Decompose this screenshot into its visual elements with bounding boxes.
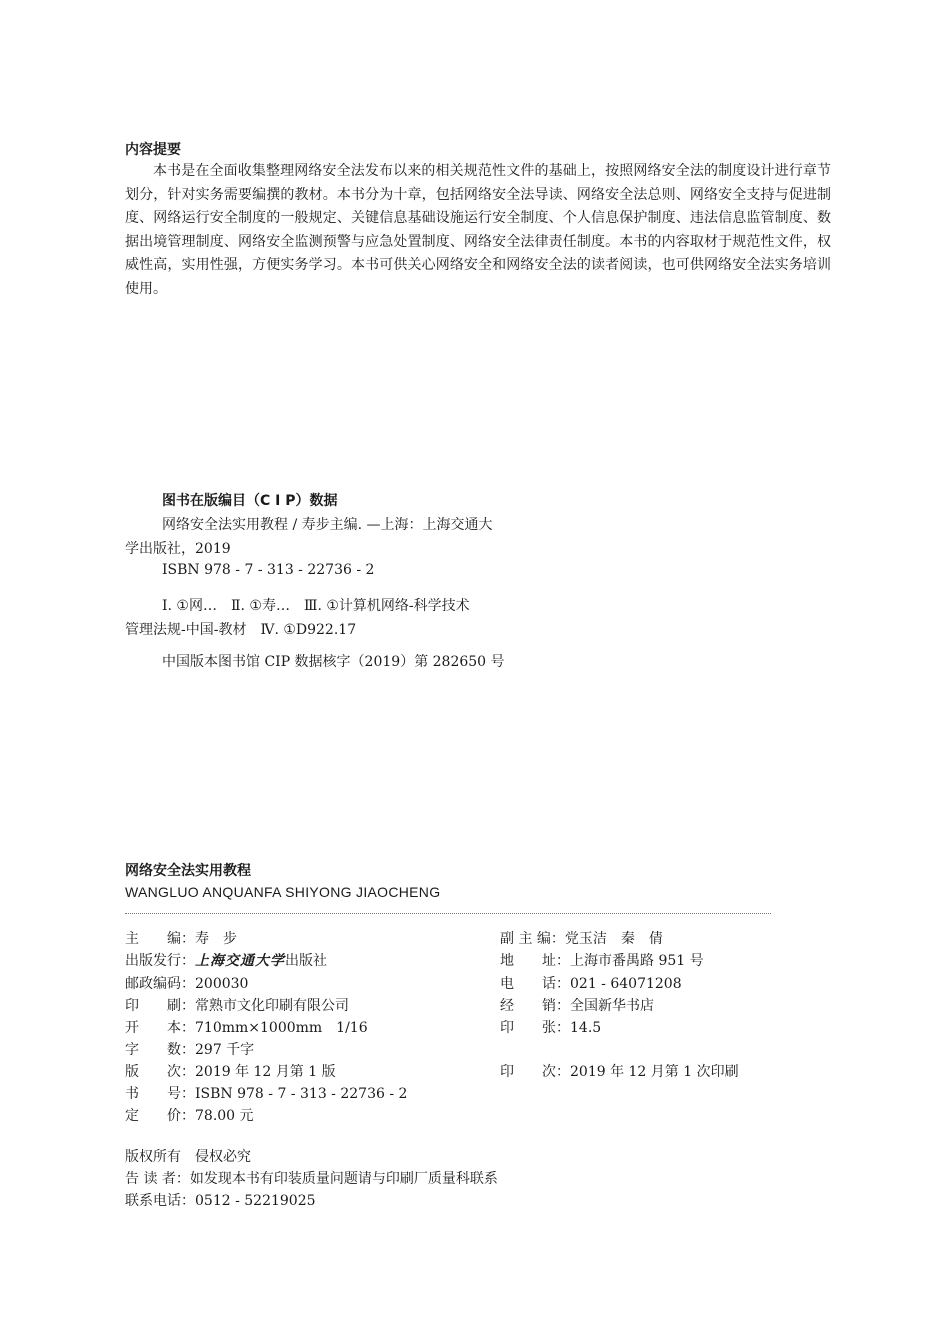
info-label: 书 号：: [125, 1086, 195, 1102]
info-label: 版 次：: [125, 1064, 195, 1080]
info-word-count: [125, 1039, 254, 1059]
info-value: 297 千字: [195, 1042, 255, 1058]
summary-title: 内容提要: [125, 142, 181, 158]
info-publisher: [125, 950, 327, 970]
info-label: 主 编：: [125, 931, 195, 947]
info-label: 印 次：: [500, 1064, 570, 1080]
info-label: 印 刷：: [125, 998, 195, 1014]
info-book-number: [125, 1083, 407, 1103]
info-address: [500, 950, 704, 970]
info-label: 副 主 编：: [500, 931, 565, 947]
info-distributor: [500, 995, 654, 1015]
info-label: 电 话：: [500, 976, 570, 992]
cip-classification-1: Ⅰ. ①网… Ⅱ. ①寿… Ⅲ. ①计算机网络-科学技术: [162, 598, 470, 614]
book-pinyin-title: WANGLUO ANQUANFA SHIYONG JIAOCHENG: [125, 884, 441, 900]
info-label: 印 张：: [500, 1020, 570, 1036]
info-label: 出版发行：: [125, 953, 195, 969]
info-value: 出版社: [285, 953, 327, 969]
info-edition: [125, 1061, 336, 1081]
info-value: 2019 年 12 月第 1 版: [195, 1064, 336, 1080]
publisher-logo: 上海交通大学: [195, 953, 285, 969]
info-value: 14.5: [570, 1020, 602, 1036]
info-value: 78.00 元: [195, 1108, 254, 1124]
info-phone: [500, 973, 682, 993]
info-value: 710mm×1000mm 1/16: [195, 1020, 368, 1036]
info-postcode: [125, 973, 248, 993]
cip-line-2: 学出版社，2019: [125, 541, 231, 557]
cip-isbn: ISBN 978 - 7 - 313 - 22736 - 2: [162, 562, 375, 578]
book-title: 网络安全法实用教程: [125, 863, 251, 879]
info-value: 党玉洁 秦 倩: [564, 931, 663, 947]
info-value: 200030: [195, 976, 249, 992]
cip-record-number: 中国版本图书馆 CIP 数据核字（2019）第 282650 号: [162, 654, 505, 670]
info-value: 常熟市文化印刷有限公司: [195, 998, 349, 1014]
info-value: ISBN 978 - 7 - 313 - 22736 - 2: [195, 1086, 408, 1102]
summary-body: [125, 160, 831, 302]
info-label: 开 本：: [125, 1020, 195, 1036]
info-printer: [125, 995, 349, 1015]
cip-title: 图书在版编目（C I P）数据: [162, 493, 338, 509]
info-value: 021 - 64071208: [570, 976, 682, 992]
info-label: 定 价：: [125, 1108, 195, 1124]
copyright-notice: 版权所有 侵权必究: [125, 1149, 251, 1165]
info-value: 寿 步: [195, 931, 237, 947]
info-label: 字 数：: [125, 1042, 195, 1058]
info-price: [125, 1105, 254, 1125]
info-value: 2019 年 12 月第 1 次印刷: [570, 1064, 739, 1080]
divider: [125, 913, 771, 914]
info-value: 上海市番禺路 951 号: [570, 953, 704, 969]
info-label: 邮政编码：: [125, 976, 195, 992]
info-editor: [125, 928, 237, 948]
info-label: 经 销：: [500, 998, 570, 1014]
info-deputy-editor: [500, 928, 663, 948]
cip-line-1: 网络安全法实用教程 / 寿步主编. —上海：上海交通大: [162, 517, 493, 533]
summary-paragraph: 本书是在全面收集整理网络安全法发布以来的相关规范性文件的基础上，按照网络安全法的制度设计进行章节划分，针对实务需要编撰的教材。本书分为十章，包括网络安全法导读、网络安全法总则、网络安全支持与促进制度、网络运行安全制度的一般规定、关键信息基础设施运行安全制度、个人信息保护制度、违法信息监管制度、数据出境管理制度、网络安全监测预警与应急处置制度、网络安全法律责任制度。本书的内容取材于规范性文件，权威性高，实用性强，方便实务学习。本书可供关心网络安全和网络安全法的读者阅读，也可供网络安全法实务培训使用。: [125, 163, 831, 297]
info-printing: [500, 1061, 739, 1081]
contact-phone: 联系电话：0512 - 52219025: [125, 1193, 316, 1209]
info-format: [125, 1017, 368, 1037]
cip-classification-2: 管理法规-中国-教材 Ⅳ. ①D922.17: [125, 622, 357, 638]
info-label: 地 址：: [500, 953, 570, 969]
info-value: 全国新华书店: [570, 998, 654, 1014]
reader-notice: 告 读 者：如发现本书有印装质量问题请与印刷厂质量科联系: [125, 1171, 498, 1187]
info-sheets: [500, 1017, 601, 1037]
